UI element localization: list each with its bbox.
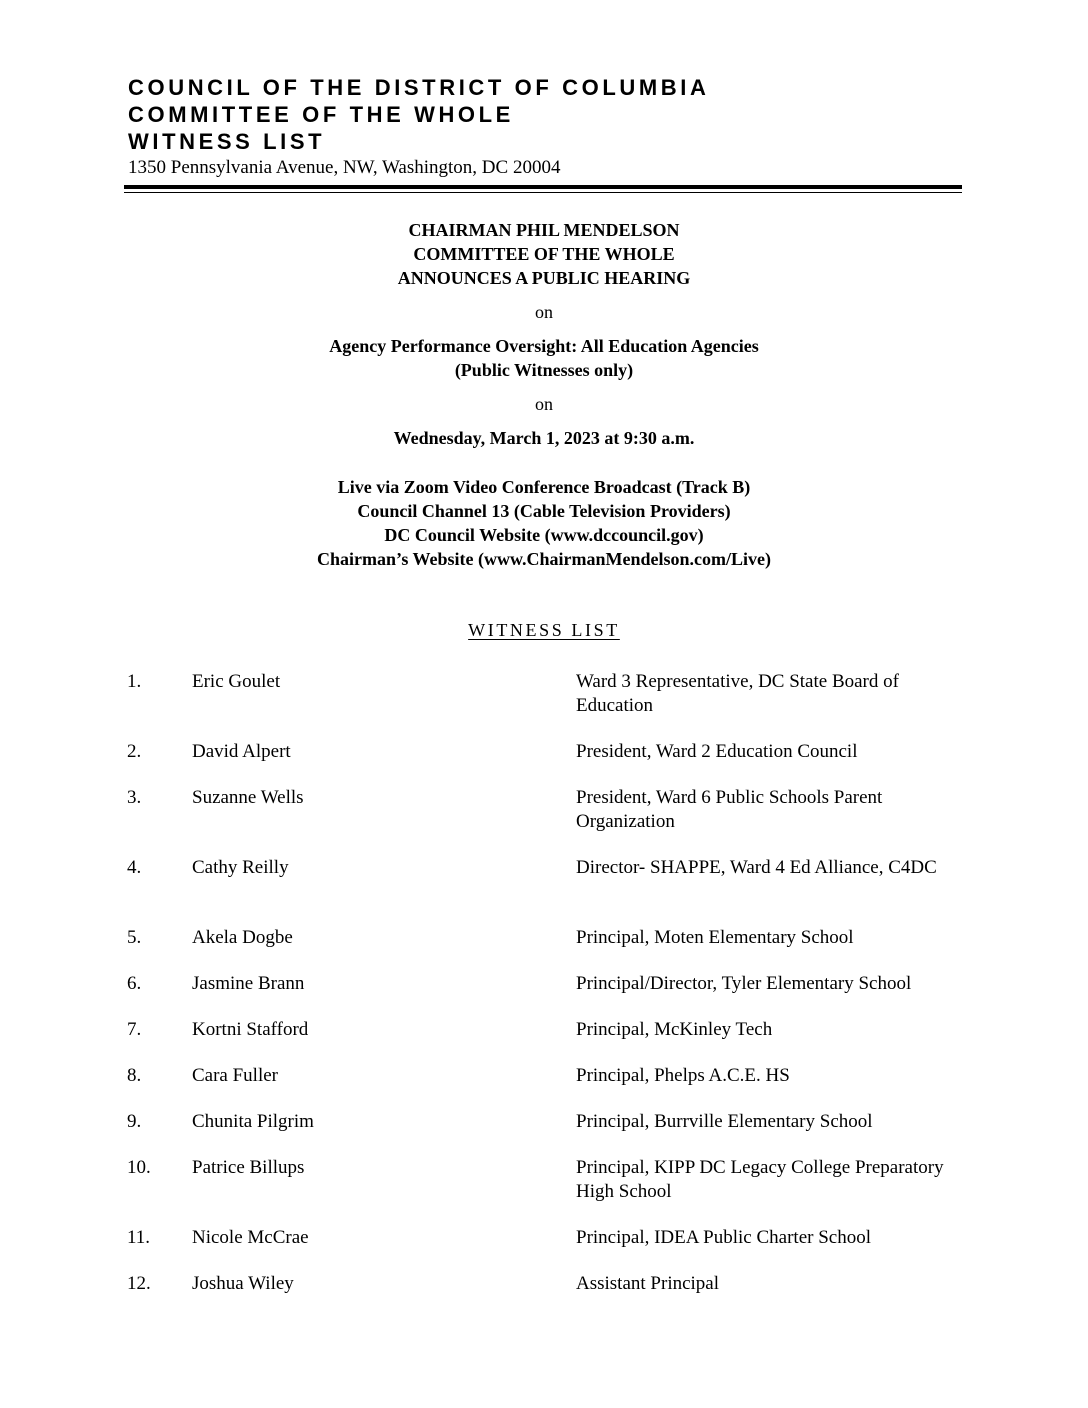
on-text-2-block: [0, 392, 1088, 416]
announcement-header: [0, 218, 1088, 290]
witness-name: Eric Goulet: [192, 671, 281, 692]
hearing-date-block: [0, 426, 1088, 450]
letterhead: [128, 74, 709, 180]
witness-number: 2.: [127, 741, 142, 762]
witness-name: Chunita Pilgrim: [192, 1111, 314, 1132]
topic-line-1: Agency Performance Oversight: All Education Agencies: [329, 336, 759, 356]
broadcast-chairman-website: Chairman’s Website (www.ChairmanMendelson.com/Live): [317, 549, 771, 569]
hearing-topic: [0, 334, 1088, 382]
witness-list: [0, 670, 1088, 1318]
witness-row: [0, 740, 1088, 786]
letterhead-witness-list: WITNESS LIST: [128, 129, 326, 154]
chairman-line: CHAIRMAN PHIL MENDELSON: [408, 220, 680, 240]
witness-number: 10.: [127, 1157, 151, 1178]
witness-row: [0, 1018, 1088, 1064]
witness-row: [0, 856, 1088, 926]
witness-name: Cara Fuller: [192, 1065, 279, 1086]
witness-name: Jasmine Brann: [192, 973, 305, 994]
witness-list-heading-block: [0, 620, 1088, 641]
witness-list-heading: WITNESS LIST: [468, 620, 620, 640]
hearing-date: Wednesday, March 1, 2023 at 9:30 a.m.: [393, 428, 695, 448]
witness-number: 6.: [127, 973, 142, 994]
witness-title: President, Ward 2 Education Council: [576, 741, 858, 762]
witness-number: 4.: [127, 857, 142, 878]
witness-name: Kortni Stafford: [192, 1019, 309, 1040]
witness-title: Principal, KIPP DC Legacy College Preparatory High School: [576, 1157, 944, 1202]
witness-number: 8.: [127, 1065, 142, 1086]
witness-name: Cathy Reilly: [192, 857, 289, 878]
header-rule-thick: [124, 185, 962, 189]
on-text-2: on: [535, 394, 553, 414]
witness-name: David Alpert: [192, 741, 291, 762]
witness-row: [0, 972, 1088, 1018]
broadcast-info: [0, 475, 1088, 571]
header-rule-thin: [124, 192, 962, 193]
broadcast-zoom: Live via Zoom Video Conference Broadcast (Track B): [337, 477, 751, 497]
witness-title: Principal/Director, Tyler Elementary School: [576, 973, 912, 994]
witness-number: 1.: [127, 671, 142, 692]
witness-name: Nicole McCrae: [192, 1227, 309, 1248]
letterhead-council: COUNCIL OF THE DISTRICT OF COLUMBIA: [128, 75, 710, 100]
witness-name: Suzanne Wells: [192, 787, 304, 808]
witness-number: 12.: [127, 1273, 151, 1294]
witness-number: 7.: [127, 1019, 142, 1040]
witness-row: [0, 1156, 1088, 1226]
witness-row: [0, 670, 1088, 740]
witness-number: 9.: [127, 1111, 142, 1132]
witness-title: Ward 3 Representative, DC State Board of Education: [576, 671, 899, 716]
witness-title: Principal, Burrville Elementary School: [576, 1111, 873, 1132]
witness-name: Akela Dogbe: [192, 927, 293, 948]
witness-name: Patrice Billups: [192, 1157, 305, 1178]
on-text-1-block: [0, 300, 1088, 324]
broadcast-channel: Council Channel 13 (Cable Television Providers): [357, 501, 731, 521]
witness-title: Assistant Principal: [576, 1273, 720, 1294]
broadcast-council-website: DC Council Website (www.dccouncil.gov): [384, 525, 704, 545]
witness-row: [0, 1064, 1088, 1110]
witness-row: [0, 1272, 1088, 1318]
letterhead-address: 1350 Pennsylvania Avenue, NW, Washington, DC 20004: [128, 157, 561, 178]
committee-line: COMMITTEE OF THE WHOLE: [413, 244, 675, 264]
witness-title: Principal, Moten Elementary School: [576, 927, 854, 948]
letterhead-committee: COMMITTEE OF THE WHOLE: [128, 102, 514, 127]
on-text-1: on: [535, 302, 553, 322]
topic-line-2: (Public Witnesses only): [454, 360, 634, 380]
witness-number: 5.: [127, 927, 142, 948]
witness-number: 3.: [127, 787, 142, 808]
witness-title: President, Ward 6 Public Schools Parent Organization: [576, 787, 883, 832]
witness-title: Principal, IDEA Public Charter School: [576, 1227, 871, 1248]
witness-row: [0, 1226, 1088, 1272]
witness-row: [0, 786, 1088, 856]
witness-row: [0, 926, 1088, 972]
witness-name: Joshua Wiley: [192, 1273, 294, 1294]
witness-row: [0, 1110, 1088, 1156]
witness-title: Principal, McKinley Tech: [576, 1019, 773, 1040]
witness-number: 11.: [127, 1227, 151, 1248]
announces-line: ANNOUNCES A PUBLIC HEARING: [397, 268, 691, 288]
witness-title: Principal, Phelps A.C.E. HS: [576, 1065, 790, 1086]
witness-title: Director- SHAPPE, Ward 4 Ed Alliance, C4DC: [576, 857, 937, 878]
